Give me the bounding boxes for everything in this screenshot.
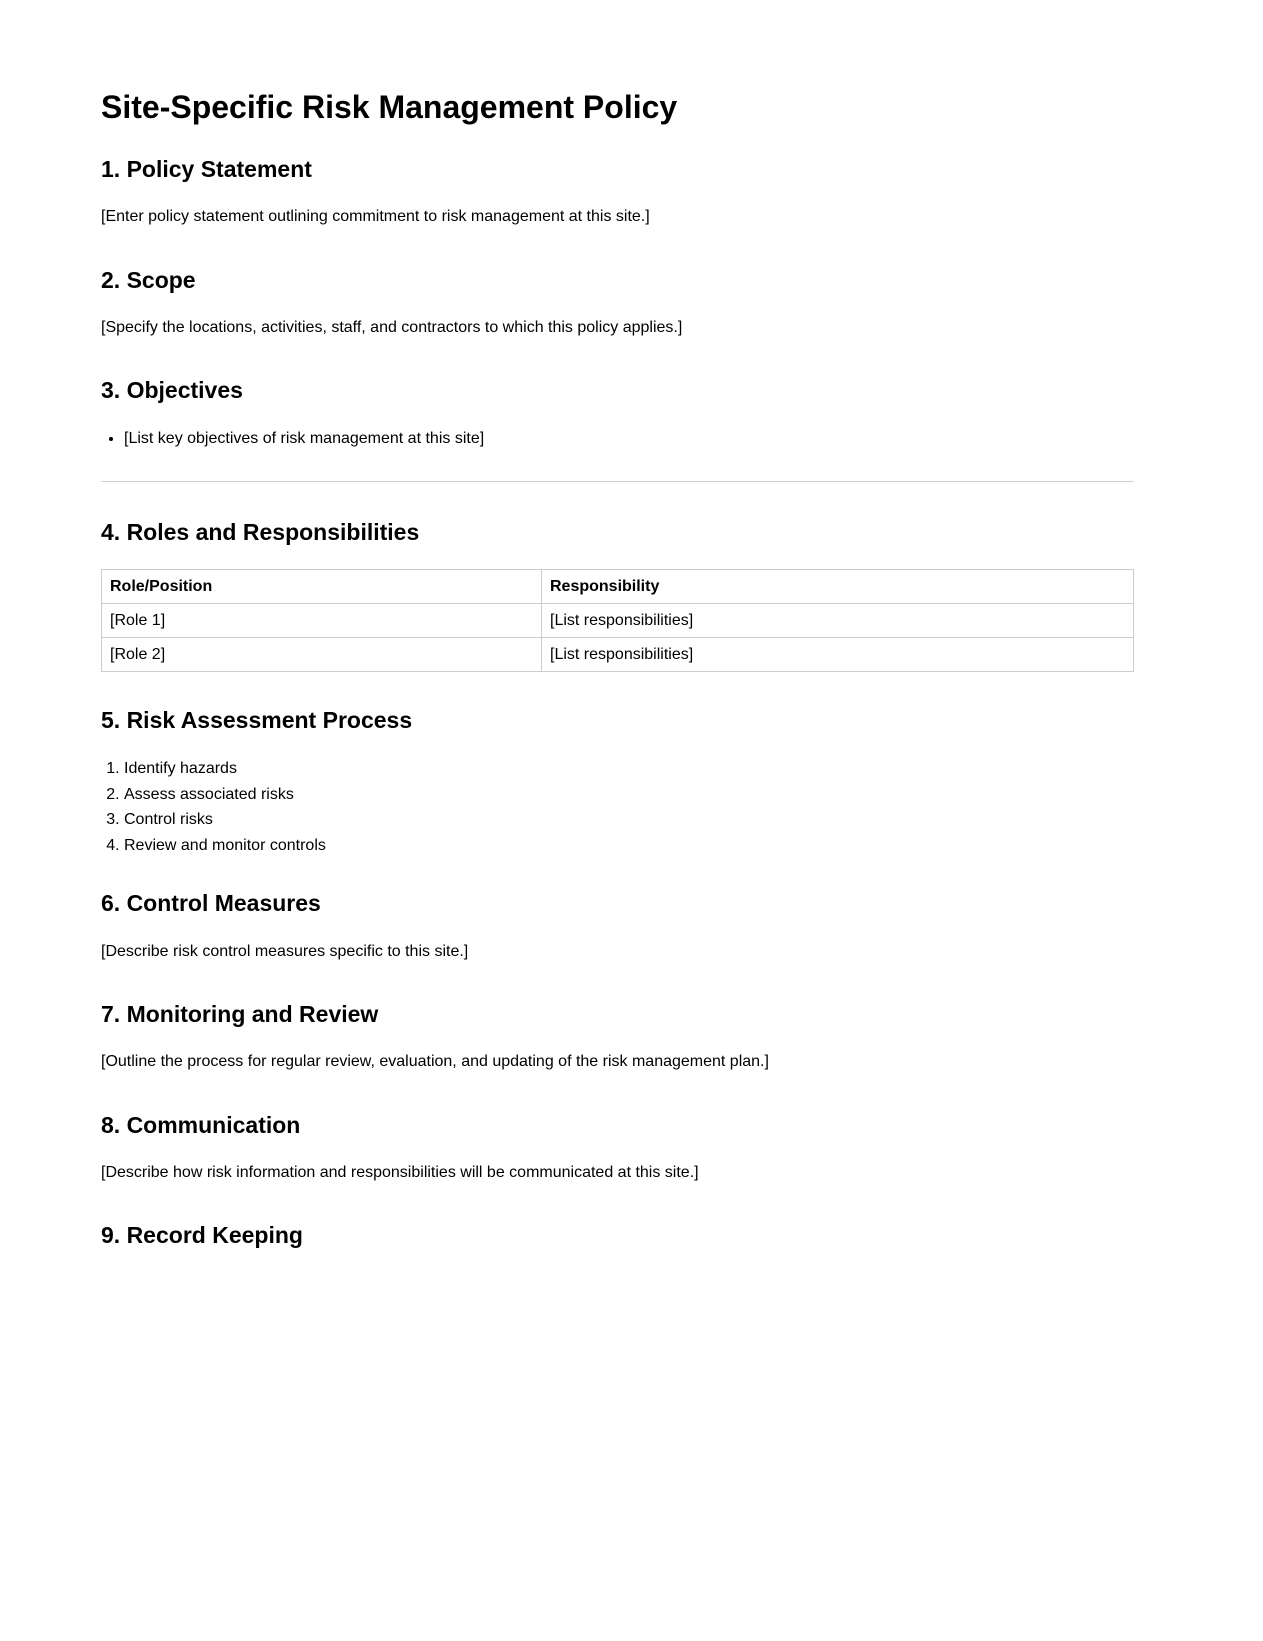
risk-assessment-steps bbox=[101, 756, 326, 858]
monitoring-text: [Outline the process for regular review, evaluation, and updating of the risk management plan.] bbox=[101, 1053, 769, 1070]
heading-objectives: 3. Objectives bbox=[101, 377, 243, 403]
step-item: 3. Control risks bbox=[124, 807, 326, 833]
objectives-list bbox=[101, 429, 484, 449]
table-row bbox=[102, 604, 1134, 638]
role-cell: [Role 1] bbox=[102, 604, 542, 638]
responsibility-cell: [List responsibilities] bbox=[542, 638, 1134, 672]
table-header-row bbox=[102, 570, 1134, 604]
heading-risk-assessment: 5. Risk Assessment Process bbox=[101, 707, 413, 733]
role-cell: [Role 2] bbox=[102, 638, 542, 672]
step-item: 2. Assess associated risks bbox=[124, 782, 326, 808]
column-header-responsibility: Responsibility bbox=[542, 570, 1134, 604]
responsibility-cell: [List responsibilities] bbox=[542, 604, 1134, 638]
communication-text: [Describe how risk information and responsibilities will be communicated at this site.] bbox=[101, 1164, 699, 1181]
section-divider bbox=[101, 481, 1134, 482]
objective-item: • [List key objectives of risk management at this site] bbox=[124, 429, 484, 449]
heading-control-measures: 6. Control Measures bbox=[101, 890, 321, 916]
heading-scope: 2. Scope bbox=[101, 267, 196, 293]
control-measures-text: [Describe risk control measures specific to this site.] bbox=[101, 943, 469, 960]
scope-text: [Specify the locations, activities, staff, and contractors to which this policy applies.] bbox=[101, 319, 683, 336]
heading-policy-statement: 1. Policy Statement bbox=[101, 156, 312, 182]
policy-statement-text: [Enter policy statement outlining commitment to risk management at this site.] bbox=[101, 208, 650, 225]
heading-record-keeping: 9. Record Keeping bbox=[101, 1222, 303, 1248]
heading-communication: 8. Communication bbox=[101, 1112, 301, 1138]
document-title: Site-Specific Risk Management Policy bbox=[101, 89, 678, 125]
step-item: 4. Review and monitor controls bbox=[124, 833, 326, 859]
heading-roles: 4. Roles and Responsibilities bbox=[101, 519, 420, 545]
step-item: 1. Identify hazards bbox=[124, 756, 326, 782]
column-header-role: Role/Position bbox=[102, 570, 542, 604]
table-row bbox=[102, 638, 1134, 672]
roles-table bbox=[101, 569, 1134, 672]
heading-monitoring: 7. Monitoring and Review bbox=[101, 1001, 379, 1027]
